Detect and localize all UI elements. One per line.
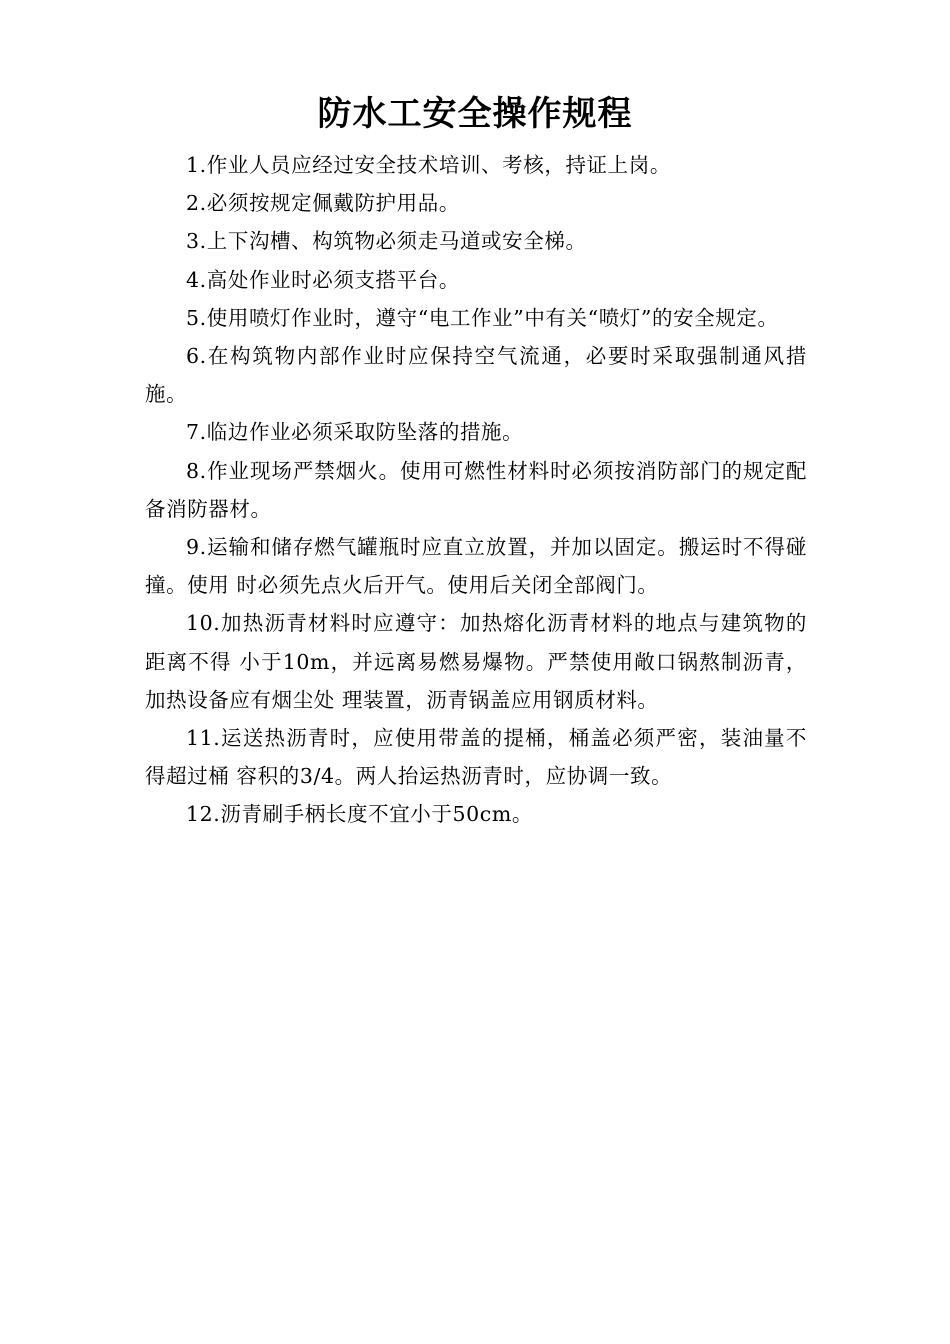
rule-item-11: 11.运送热沥青时，应使用带盖的提桶，桶盖必须严密，装油量不得超过桶 容积的3/4。两人抬运热沥青时，应协调一致。 <box>145 726 807 789</box>
rule-item-12: 12.沥青刷手柄长度不宜小于50cm。 <box>186 802 534 827</box>
rule-item-9: 9.运输和储存燃气罐瓶时应直立放置，并加以固定。搬运时不得碰撞。使用 时必须先点火后开气。使用后关闭全部阀门。 <box>145 535 807 598</box>
rule-item-7: 7.临边作业必须采取防坠落的措施。 <box>186 420 524 445</box>
rule-item-2: 2.必须按规定佩戴防护用品。 <box>186 191 460 216</box>
document-title: 防水工安全操作规程 <box>317 94 633 134</box>
rule-item-10: 10.加热沥青材料时应遵守：加热熔化沥青材料的地点与建筑物的距离不得 小于10m，并远离易燃易爆物。严禁使用敞口锅熬制沥青，加热设备应有烟尘处 理装置，沥青锅盖应用钢质材料。 <box>145 611 807 712</box>
rule-item-6: 6.在构筑物内部作业时应保持空气流通，必要时采取强制通风措施。 <box>145 344 807 407</box>
rule-item-1: 1.作业人员应经过安全技术培训、考核，持证上岗。 <box>186 153 671 177</box>
rule-item-5: 5.使用喷灯作业时，遵守“电工作业”中有关“喷灯”的安全规定。 <box>186 305 779 330</box>
rule-item-8: 8.作业现场严禁烟火。使用可燃性材料时必须按消防部门的规定配备消防器材。 <box>145 458 807 521</box>
rule-item-4: 4.高处作业时必须支搭平台。 <box>186 267 460 292</box>
rule-item-3: 3.上下沟槽、构筑物必须走马道或安全梯。 <box>186 229 587 254</box>
document-body <box>145 146 807 834</box>
